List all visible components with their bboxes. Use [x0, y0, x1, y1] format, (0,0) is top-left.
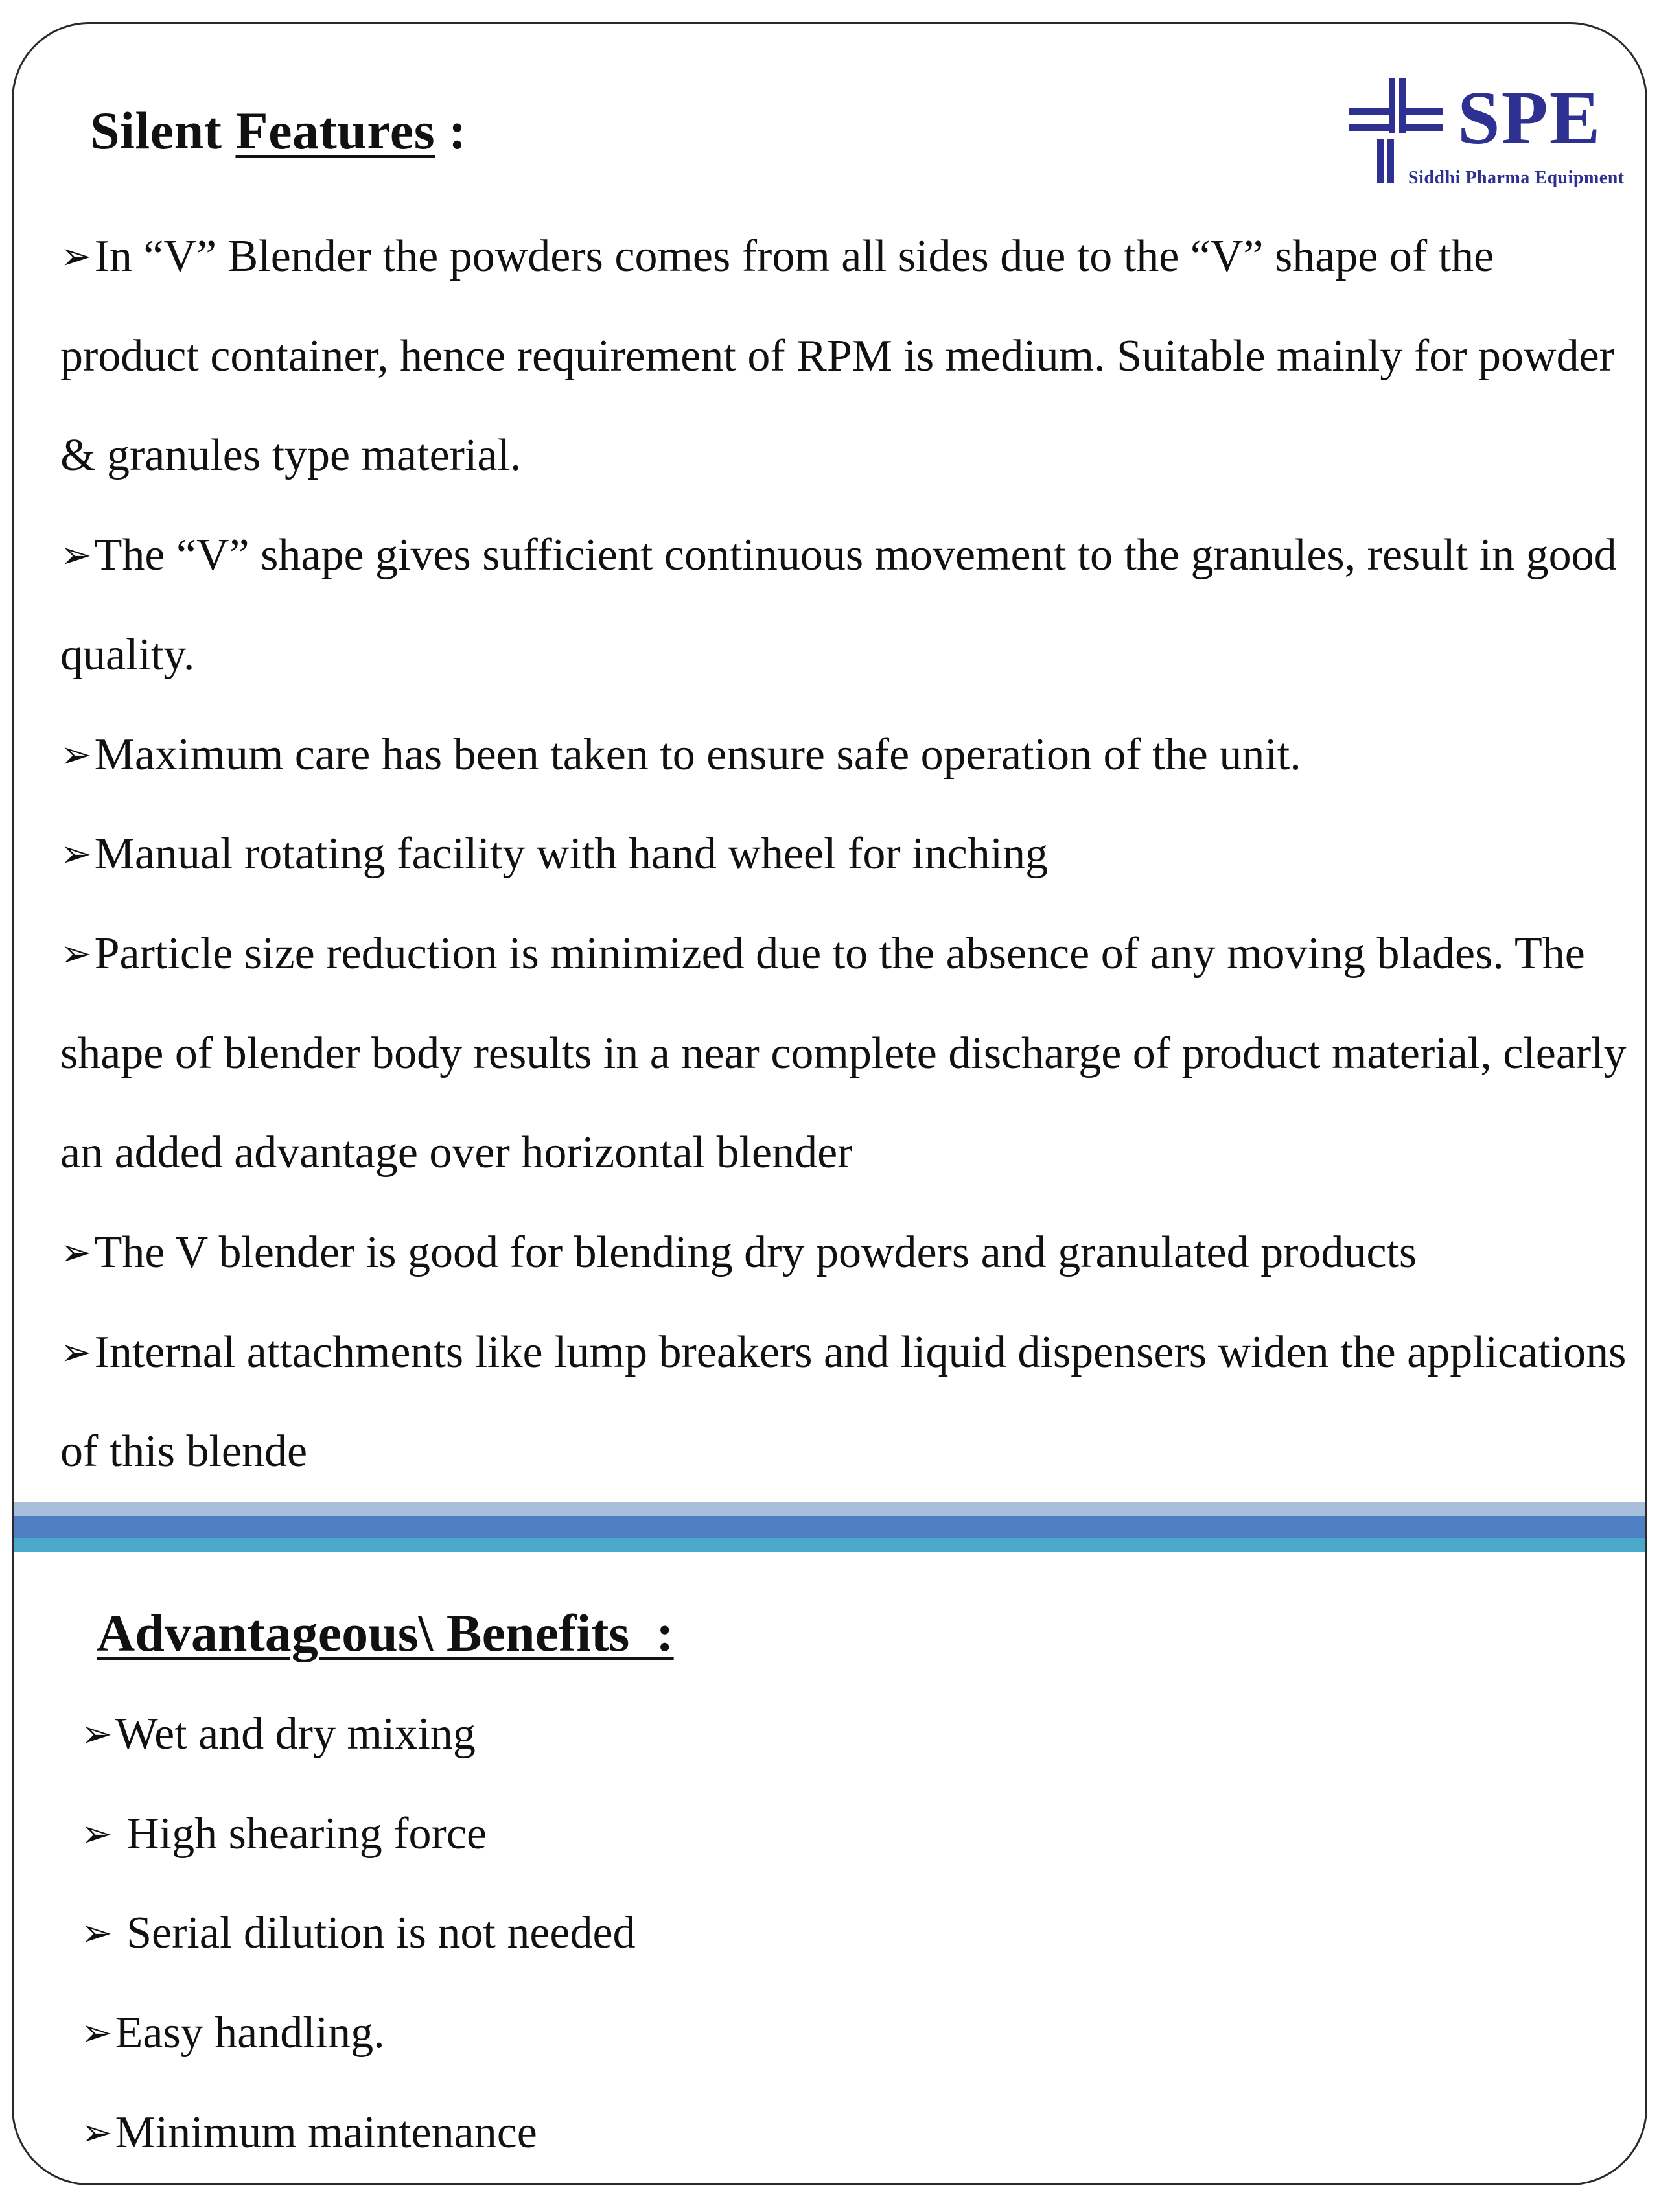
divider-band-teal [14, 1538, 1645, 1552]
features-heading-suffix: : [435, 101, 467, 160]
feature-item-text: Manual rotating facility with hand wheel for inching [94, 829, 1049, 879]
features-heading-underlined: Features [235, 101, 435, 160]
benefit-item-text: Easy handling. [115, 2008, 385, 2058]
logo-subtitle: Siddhi Pharma Equipment [1408, 168, 1625, 188]
benefits-list [81, 1684, 636, 2183]
features-heading-plain: Silent [90, 101, 236, 160]
feature-item [60, 1303, 1629, 1502]
feature-item-text: Internal attachments like lump breakers and liquid dispensers widen the applications of this blende [60, 1327, 1627, 1477]
slide-frame [12, 22, 1647, 2185]
arrow-bullet-icon: ➢ [81, 2010, 113, 2055]
arrow-bullet-icon: ➢ [60, 931, 92, 975]
benefit-item [81, 2083, 636, 2183]
arrow-bullet-icon: ➢ [81, 1811, 113, 1856]
benefit-item [81, 1784, 636, 1884]
divider-band-mid [14, 1516, 1645, 1538]
divider-band-light [14, 1502, 1645, 1516]
feature-item [60, 804, 1629, 904]
arrow-bullet-icon: ➢ [60, 832, 92, 876]
benefit-item-text: Minimum maintenance [115, 2107, 537, 2158]
feature-item [60, 1203, 1629, 1303]
benefit-item [81, 1883, 636, 1983]
feature-item-text: Particle size reduction is minimized due to the absence of any moving blades. The shape of blender body results in a near complete discharge of product material, clearly an added advantage over horizontal blender [60, 928, 1627, 1178]
arrow-bullet-icon: ➢ [60, 533, 92, 577]
feature-item [60, 705, 1629, 805]
spe-logo [1349, 75, 1625, 189]
benefit-item [81, 1983, 636, 2083]
feature-item-text: The “V” shape gives sufficient continuous movement to the granules, result in good quality. [60, 530, 1617, 680]
feature-item-text: The V blender is good for blending dry powders and granulated products [94, 1228, 1417, 1278]
arrow-bullet-icon: ➢ [60, 1329, 92, 1374]
arrow-bullet-icon: ➢ [60, 1230, 92, 1275]
arrow-bullet-icon: ➢ [60, 732, 92, 776]
arrow-bullet-icon: ➢ [81, 2110, 113, 2154]
arrow-bullet-icon: ➢ [60, 234, 92, 278]
benefit-item-text: High shearing force [115, 1808, 487, 1859]
feature-item-text: Maximum care has been taken to ensure safe operation of the unit. [94, 729, 1301, 780]
benefit-item-text: Wet and dry mixing [115, 1709, 476, 1759]
feature-item-text: In “V” Blender the powders comes from all sides due to the “V” shape of the product container, hence requirement of RPM is medium. Suitable mainly for powder & granules type material. [60, 231, 1614, 481]
benefits-heading: Advantageous\ Benefits : [97, 1603, 674, 1662]
benefit-item [81, 1684, 636, 1784]
logo-text: SPE [1457, 75, 1602, 160]
arrow-bullet-icon: ➢ [81, 1911, 113, 1955]
feature-item [60, 207, 1629, 506]
feature-item [60, 904, 1629, 1203]
features-list [60, 207, 1629, 1502]
features-heading [90, 100, 467, 161]
feature-item [60, 506, 1629, 704]
arrow-bullet-icon: ➢ [81, 1712, 113, 1756]
benefit-item-text: Serial dilution is not needed [115, 1908, 636, 1959]
